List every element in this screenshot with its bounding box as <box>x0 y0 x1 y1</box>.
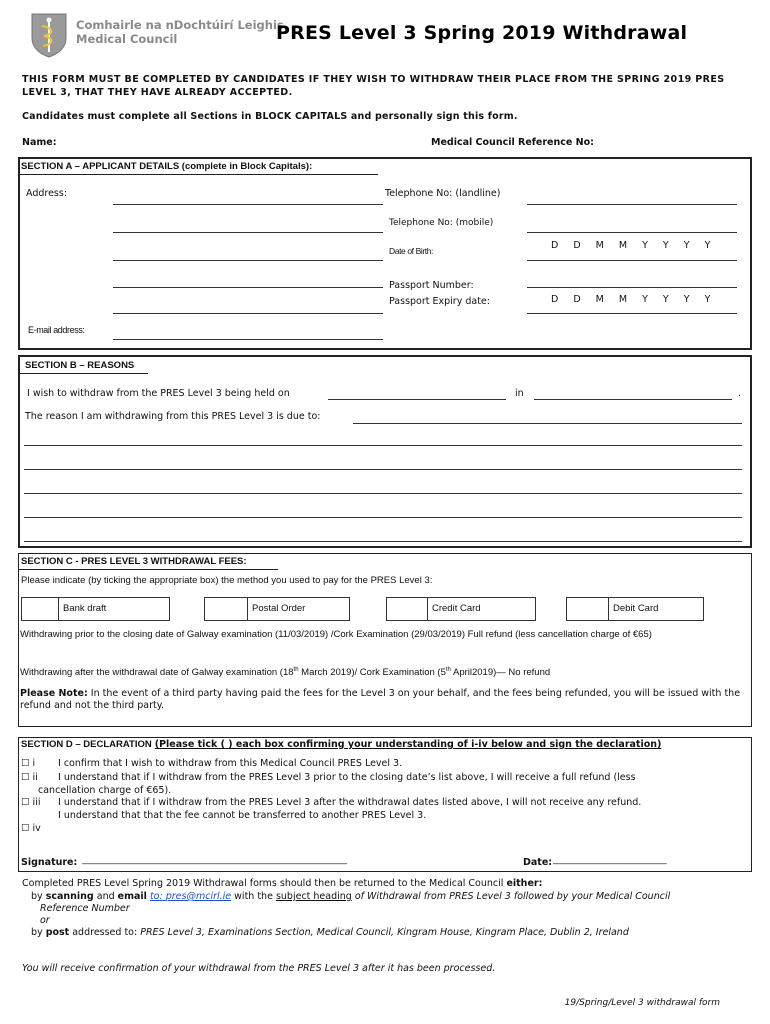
email-field[interactable] <box>113 339 383 340</box>
email-label: E-mail address: <box>28 325 85 335</box>
withdraw-in-text: in <box>515 388 524 399</box>
declaration-item-ii-num[interactable]: ☐ ii <box>21 772 38 783</box>
declaration-item-i-num[interactable]: ☐ i <box>21 758 36 769</box>
section-a-heading: SECTION A – APPLICANT DETAILS (complete in Block Capitals): <box>21 161 313 172</box>
confirmation-note: You will receive confirmation of your withdrawal from the PRES Level 3 after it has been processed. <box>22 963 496 974</box>
email-address: pres@mcirl.ie <box>165 891 232 902</box>
mcrn-label: Medical Council Reference No: <box>431 137 594 148</box>
subject-heading-text: subject heading <box>275 891 352 902</box>
signature-field[interactable]: _______________________________________________________________ <box>82 855 347 865</box>
dob-format-hint: D D M M Y Y Y Y <box>551 240 717 251</box>
postal-order-label: Postal Order <box>247 598 305 620</box>
post-text: post <box>45 927 70 938</box>
after-sup-2: th <box>445 667 451 673</box>
withdraw-period: . <box>738 388 742 399</box>
after-text-part2: March 2019)/ Cork Examination (5 <box>298 667 446 679</box>
dob-field[interactable] <box>527 260 737 261</box>
postal-address: PRES Level 3, Examinations Section, Medical Council, Kingram House, Kingram Place, Dublin 2, Ireland <box>140 927 629 938</box>
reason-line-6[interactable] <box>24 541 742 542</box>
section-a-box <box>18 157 752 350</box>
tel-landline-field[interactable] <box>527 204 737 205</box>
declaration-item-iv-text: I understand that that the fee cannot be transferred to another PRES Level 3. <box>58 810 427 821</box>
section-d-heading-instruction: (Please tick ( ) each box confirming your understanding of i-iv below and sign the declaration) <box>154 739 662 750</box>
postal-order-checkbox[interactable] <box>205 598 247 620</box>
dob-label: Date of Birth: <box>389 246 434 256</box>
address-line-1[interactable] <box>113 204 383 205</box>
declaration-item-iv-num[interactable]: ☐ iv <box>21 823 41 834</box>
tel-mobile-label: Telephone No: (mobile) <box>389 218 494 228</box>
form-reference-footer: 19/Spring/Level 3 withdrawal form <box>564 998 720 1008</box>
debit-card-checkbox[interactable] <box>567 598 608 620</box>
logo-english-name: Medical Council <box>76 32 178 46</box>
passport-expiry-field[interactable] <box>527 313 737 314</box>
section-b-heading-rule <box>18 373 148 374</box>
withdraw-date-field[interactable] <box>328 399 506 400</box>
payment-postal-order[interactable] <box>204 597 350 621</box>
return-intro-text: Completed PRES Level Spring 2019 Withdrawal forms should then be returned to the Medical Council <box>22 878 507 889</box>
return-by-post <box>31 927 751 939</box>
logo-irish-name: Comhairle na nDochtúirí Leighis <box>76 18 284 32</box>
bank-draft-checkbox[interactable] <box>22 598 58 620</box>
debit-card-label: Debit Card <box>608 598 658 620</box>
and-text: and <box>93 891 118 902</box>
after-sup-1: th <box>293 667 299 673</box>
by-text: by <box>31 891 46 902</box>
name-label: Name: <box>22 137 57 148</box>
declaration-item-iii-text: I understand that if I withdraw from the PRES Level 3 after the withdrawal dates listed above, I will not receive any refund. <box>58 797 642 808</box>
section-c-heading: SECTION C - PRES LEVEL 3 WITHDRAWAL FEES: <box>21 556 247 567</box>
address-line-3[interactable] <box>113 260 383 261</box>
withdraw-date-text: I wish to withdraw from the PRES Level 3 being held on <box>27 388 290 399</box>
addressed-text: addressed to: <box>69 927 141 938</box>
section-a-heading-rule <box>18 174 378 175</box>
refund-after-text <box>20 664 750 679</box>
email-link[interactable] <box>150 891 231 902</box>
block-capitals-instruction: Candidates must complete all Sections in BLOCK CAPITALS and personally sign this form. <box>22 111 518 122</box>
reason-text: The reason I am withdrawing from this PRES Level 3 is due to: <box>25 411 321 422</box>
scanning-text: scanning <box>45 891 94 902</box>
return-either: either: <box>506 878 543 889</box>
reference-number-text: Reference Number <box>40 903 130 914</box>
or-text: or <box>40 915 50 926</box>
date-label: Date: <box>523 857 553 868</box>
payment-credit-card[interactable] <box>386 597 536 621</box>
address-line-2[interactable] <box>113 232 383 233</box>
with-the-text: with the <box>231 891 276 902</box>
withdraw-location-field[interactable] <box>534 399 732 400</box>
intro-instruction: THIS FORM MUST BE COMPLETED BY CANDIDATES IF THEY WISH TO WITHDRAW THEIR PLACE FROM THE SPRING 2019 PRES LEVEL 3, THAT THEY HAVE ALREADY ACCEPTED. <box>22 74 725 98</box>
expiry-format-hint: D D M M Y Y Y Y <box>551 294 717 305</box>
passport-number-label: Passport Number: <box>389 280 474 291</box>
after-text-part1: Withdrawing after the withdrawal date of Galway examination (18 <box>20 667 294 679</box>
passport-number-field[interactable] <box>527 287 737 288</box>
medical-council-crest-logo <box>30 12 68 58</box>
reason-line-4[interactable] <box>24 493 742 494</box>
reason-line-3[interactable] <box>24 469 742 470</box>
declaration-item-ii-text: I understand that if I withdraw from the PRES Level 3 prior to the closing date’s list above, I will receive a full refund (less <box>58 772 636 783</box>
reason-line-5[interactable] <box>24 517 742 518</box>
address-line-4[interactable] <box>113 287 383 288</box>
to-text: to: <box>149 891 163 902</box>
payment-bank-draft[interactable] <box>21 597 170 621</box>
address-line-5[interactable] <box>113 313 383 314</box>
section-b-heading: SECTION B – REASONS <box>25 360 135 371</box>
return-by-email <box>31 891 751 903</box>
payment-instruction: Please indicate (by ticking the appropriate box) the method you used to pay for the PRES Level 3: <box>21 575 433 586</box>
bank-draft-label: Bank draft <box>58 598 106 620</box>
by-post-text: by <box>31 927 46 938</box>
note-text: In the event of a third party having paid the fees for the Level 3 on your behalf, and the fees being refunded, you will be issued with the refund and not the third party. <box>20 688 741 711</box>
after-text-part3: April2019)— No refund <box>450 667 551 679</box>
third-party-note <box>20 688 750 712</box>
declaration-item-i-text: I confirm that I wish to withdraw from this Medical Council PRES Level 3. <box>58 758 403 769</box>
address-label: Address: <box>26 188 68 199</box>
note-label: Please Note: <box>20 688 88 699</box>
section-d-heading <box>21 739 661 750</box>
declaration-item-ii-cont: cancellation charge of €65). <box>38 785 172 796</box>
credit-card-checkbox[interactable] <box>387 598 427 620</box>
passport-expiry-label: Passport Expiry date: <box>389 296 490 307</box>
tel-landline-label: Telephone No: (landline) <box>385 188 501 199</box>
declaration-item-iii-num[interactable]: ☐ iii <box>21 797 41 808</box>
medical-council-logo-text <box>76 18 284 46</box>
date-field[interactable]: ___________________________ <box>553 855 667 865</box>
reason-line-2[interactable] <box>24 445 742 446</box>
tel-mobile-field[interactable] <box>527 232 737 233</box>
subject-of-text: of Withdrawal from PRES Level 3 followed by your Medical Council <box>351 891 671 902</box>
reason-line-1[interactable] <box>353 423 742 424</box>
section-c-heading-rule <box>18 569 278 570</box>
section-b-box <box>18 355 752 548</box>
email-text: email <box>117 891 147 902</box>
refund-prior-text: Withdrawing prior to the closing date of Galway examination (11/03/2019) /Cork Examination (29/03/2019) Full refund (less cancellation charge of €65) <box>20 629 652 640</box>
return-intro <box>22 878 752 890</box>
section-d-heading-bold: SECTION D – DECLARATION <box>21 739 152 750</box>
credit-card-label: Credit Card <box>427 598 481 620</box>
signature-label: Signature: <box>21 857 78 868</box>
payment-debit-card[interactable] <box>566 597 704 621</box>
page-title: PRES Level 3 Spring 2019 Withdrawal <box>276 22 688 44</box>
